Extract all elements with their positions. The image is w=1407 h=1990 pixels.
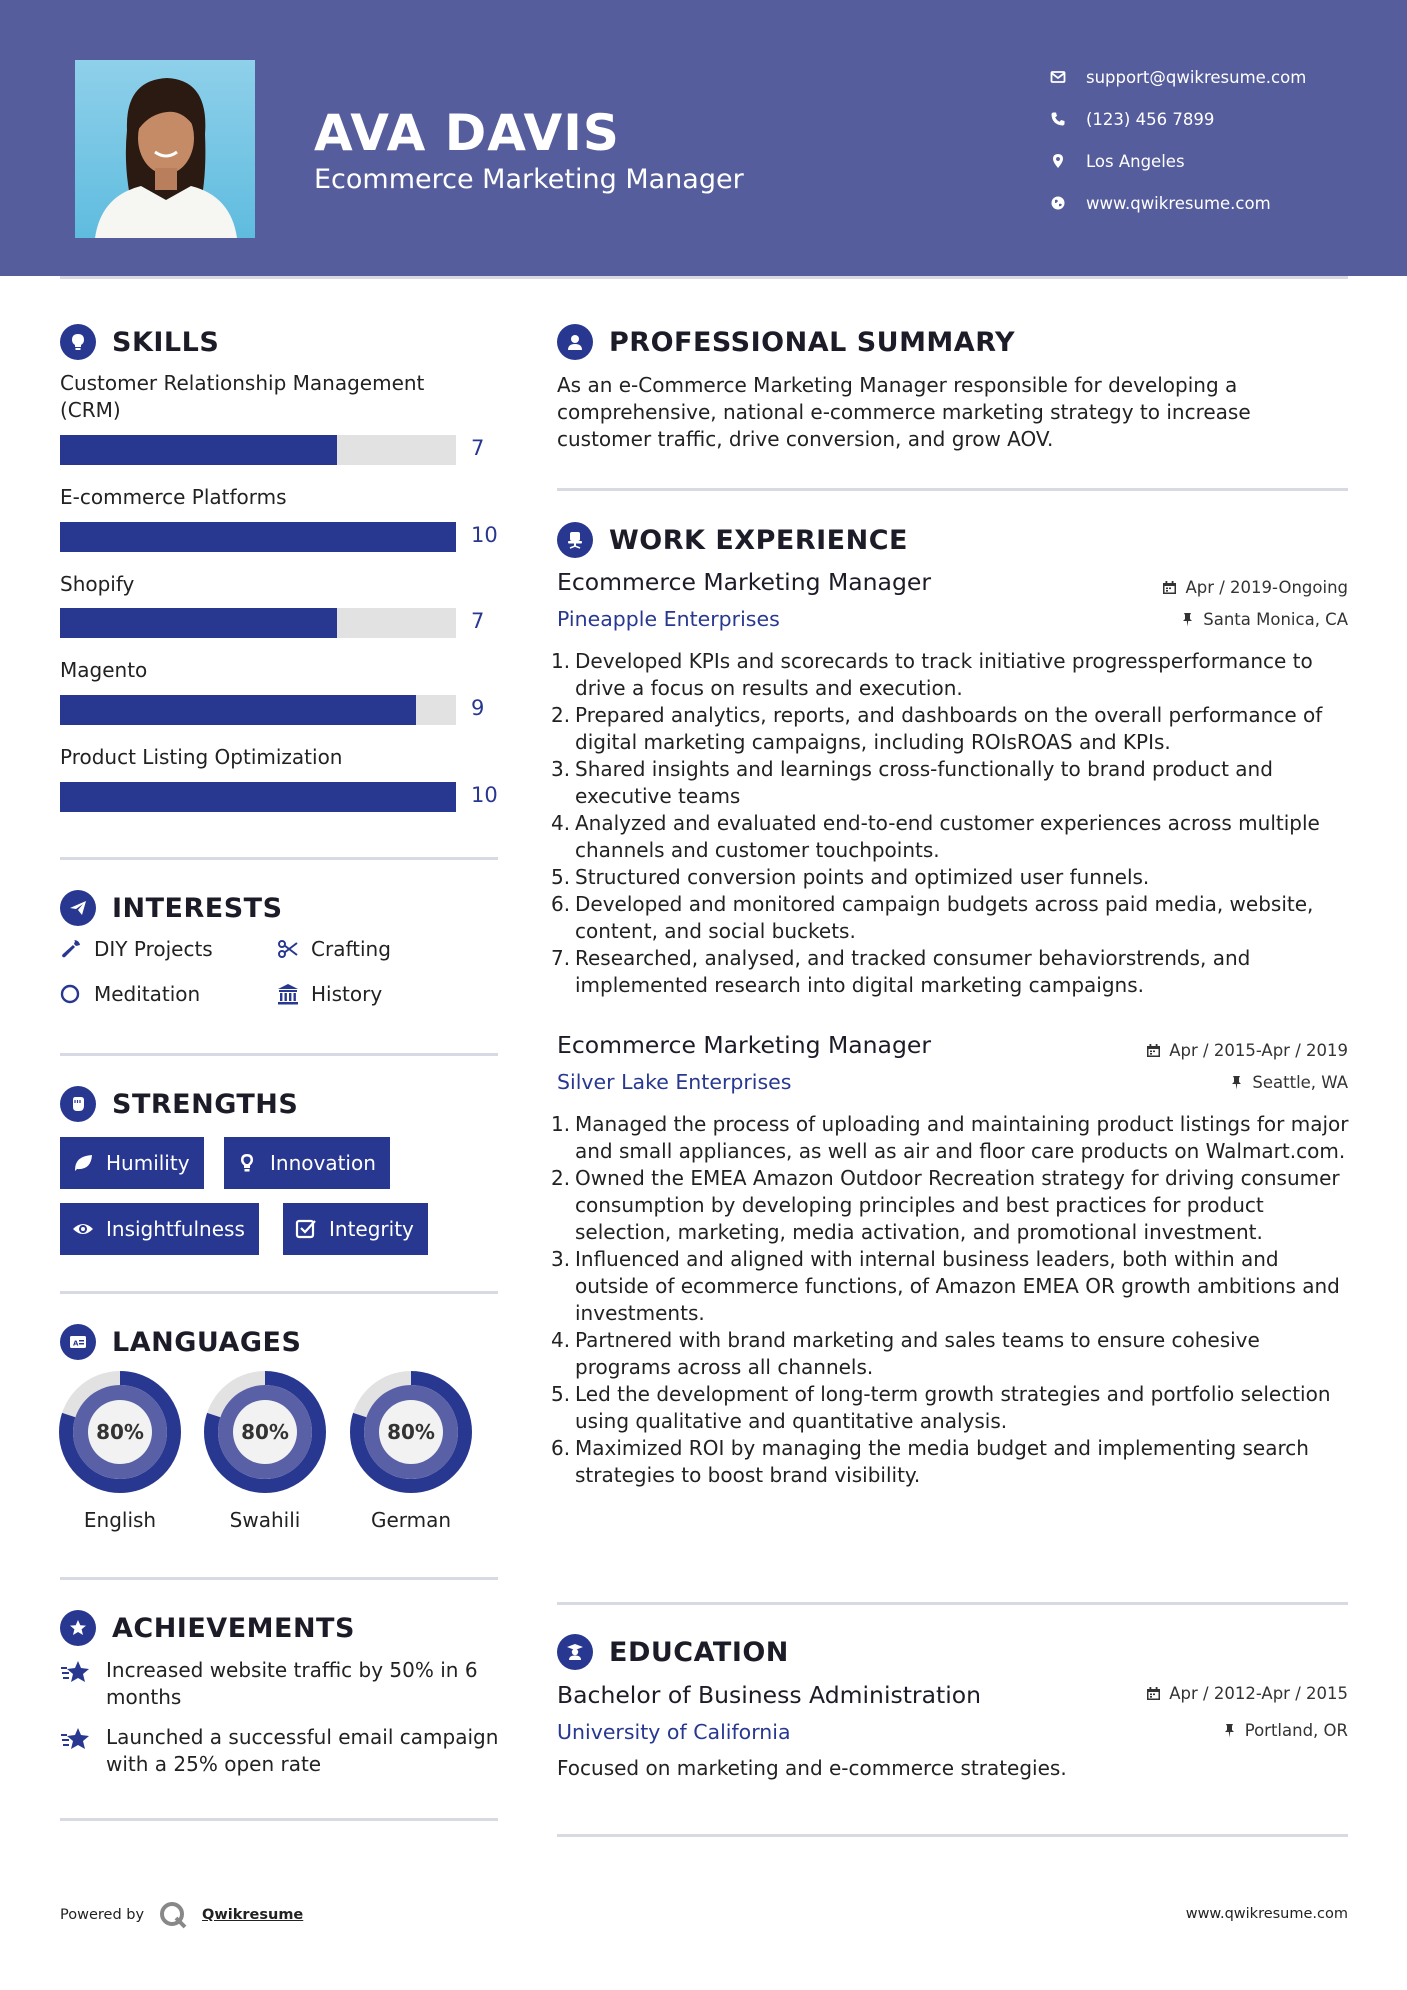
bullet-text: Developed KPIs and scorecards to track initiative progressperformance to drive a focus on results and execution. (575, 649, 1313, 700)
skill-label: Customer Relationship Management (CRM) (60, 371, 425, 422)
svg-text:A: A (73, 1339, 79, 1348)
calendar-icon (1162, 580, 1177, 595)
language-name: German (370, 1508, 452, 1532)
list-item: 1. Managed the process of uploading and maintaining product listings for major and small appliances, as well as air and floor care products on Walmart.com. (551, 1112, 1349, 1163)
calendar-icon (1146, 1043, 1161, 1058)
bullet-text: Shared insights and learnings cross-functionally to brand product and executive teams (575, 757, 1273, 808)
job-dates (1146, 1041, 1348, 1060)
bullet-text: Researched, analysed, and tracked consumer behaviorstrends, and implemented research into digital marketing campaigns. (575, 946, 1251, 997)
language-item (203, 1370, 327, 1532)
interests-heading (60, 890, 283, 926)
company-name: Silver Lake Enterprises (557, 1070, 792, 1094)
pin-icon (1222, 1723, 1237, 1738)
skills-heading (60, 324, 219, 360)
job-title: Ecommerce Marketing Manager (557, 568, 931, 596)
lightbulb-icon (60, 324, 96, 360)
skill-bar (60, 782, 456, 812)
bullet-text: Maximized ROI by managing the media budget and implementing search strategies to boost brand visibility. (575, 1436, 1309, 1487)
achievement-text: Increased website traffic by 50% in 6 months (106, 1658, 478, 1709)
education-heading (557, 1634, 789, 1670)
section-divider (60, 1818, 498, 1821)
footer-branding (60, 1900, 303, 1930)
list-item: 4. Analyzed and evaluated end-to-end customer experiences across multiple channels and customer touchpoints. (551, 811, 1320, 862)
skill-value: 7 (471, 609, 485, 633)
skill-label: Product Listing Optimization (60, 745, 343, 769)
star-icon (60, 1659, 92, 1687)
circle-icon (60, 983, 82, 1005)
strength-tag (224, 1137, 390, 1189)
phone-text: (123) 456 7899 (1086, 109, 1215, 129)
list-item: 5. Led the development of long-term growth strategies and portfolio selection using qualitative and quantitative analysis. (551, 1382, 1331, 1433)
job-bullets (551, 1111, 1351, 1489)
section-divider (60, 1291, 498, 1294)
strength-label: Insightfulness (106, 1217, 245, 1241)
skill-bar (60, 695, 456, 725)
language-name: Swahili (229, 1508, 301, 1532)
bullet-text: Partnered with brand marketing and sales teams to ensure cohesive programs across all channels. (575, 1328, 1260, 1379)
contact-location (1050, 140, 1306, 182)
office-chair-icon (557, 522, 593, 558)
bullet-text: Developed and monitored campaign budgets across paid media, website, content, and social buckets. (575, 892, 1314, 943)
scissors-icon (277, 938, 299, 960)
paper-plane-icon (60, 890, 96, 926)
list-item: 3. Influenced and aligned with internal business leaders, both within and outside of ecommerce functions, of Amazon EMEA OR growth ambitions and investments. (551, 1247, 1340, 1325)
language-percent: 80% (387, 1420, 435, 1444)
interest-item (60, 937, 213, 961)
section-divider (60, 857, 498, 860)
list-item: 5. Structured conversion points and optimized user funnels. (551, 865, 1150, 889)
contact-phone (1050, 98, 1306, 140)
education-location (1222, 1721, 1348, 1740)
skill-bar (60, 435, 456, 465)
email-text[interactable]: support@qwikresume.com (1086, 67, 1307, 87)
profile-photo (75, 60, 255, 238)
languages-title: LANGUAGES (112, 1326, 302, 1358)
skill-value: 7 (471, 436, 485, 460)
strengths-title: STRENGTHS (112, 1088, 299, 1120)
list-item: 7. Researched, analysed, and tracked consumer behaviorstrends, and implemented research into digital marketing campaigns. (551, 946, 1251, 997)
skill-label: Shopify (60, 572, 135, 596)
phone-icon (1050, 111, 1086, 127)
powered-by-text: Powered by (60, 1907, 145, 1923)
section-divider (557, 1602, 1348, 1605)
skills-title: SKILLS (112, 326, 220, 358)
map-pin-icon (1050, 153, 1086, 169)
envelope-icon (1050, 69, 1086, 85)
eye-icon (72, 1218, 94, 1240)
pin-icon (1180, 612, 1195, 627)
job-bullets (551, 648, 1351, 999)
bank-icon (277, 983, 299, 1005)
achievement-item (60, 1724, 500, 1778)
job-dates-text: Apr / 2019-Ongoing (1185, 578, 1348, 597)
fist-icon (60, 1086, 96, 1122)
strengths-heading (60, 1086, 298, 1122)
summary-heading (557, 324, 1015, 360)
skill-label: Magento (60, 658, 148, 682)
bullet-text: Owned the EMEA Amazon Outdoor Recreation strategy for driving consumer consumption by developing principles and best practices for product selection, marketing, media activation, and promotional investment. (575, 1166, 1340, 1244)
degree-title: Bachelor of Business Administration (557, 1681, 982, 1709)
bullet-text: Influenced and aligned with internal business leaders, both within and outside of ecommerce functions, of Amazon EMEA OR growth ambitions and investments. (575, 1247, 1340, 1325)
job-location-text: Seattle, WA (1252, 1073, 1348, 1092)
language-percent: 80% (96, 1420, 144, 1444)
skill-label: E-commerce Platforms (60, 485, 287, 509)
calendar-icon (1146, 1686, 1161, 1701)
interest-item (60, 982, 200, 1006)
strength-tag (60, 1203, 259, 1255)
candidate-name: AVA DAVIS (314, 104, 620, 162)
contact-website (1050, 182, 1306, 224)
brand-link[interactable]: Qwikresume (202, 1907, 304, 1923)
interest-item (277, 982, 382, 1006)
strength-tag (60, 1137, 204, 1189)
job-dates-text: Apr / 2015-Apr / 2019 (1169, 1041, 1348, 1060)
contact-email (1050, 56, 1306, 98)
summary-text: As an e-Commerce Marketing Manager responsible for developing a comprehensive, national e-commerce marketing strategy to increase customer traffic, drive conversion, and grow AOV. (557, 373, 1251, 451)
check-square-icon (295, 1218, 317, 1240)
strength-label: Innovation (270, 1151, 376, 1175)
education-title: EDUCATION (609, 1636, 789, 1668)
strength-label: Humility (106, 1151, 190, 1175)
contact-list (1050, 56, 1306, 224)
skill-bar (60, 522, 456, 552)
skill-bar-fill (60, 608, 337, 638)
achievement-text: Launched a successful email campaign with a 25% open rate (106, 1725, 499, 1776)
skill-bar-fill (60, 522, 456, 552)
job-location-text: Santa Monica, CA (1203, 610, 1348, 629)
section-divider (557, 488, 1348, 491)
skill-value: 10 (471, 523, 498, 547)
section-divider (557, 1834, 1348, 1837)
pin-icon (1229, 1075, 1244, 1090)
company-name: Pineapple Enterprises (557, 607, 780, 631)
skill-bar-fill (60, 782, 456, 812)
list-item: 3. Shared insights and learnings cross-functionally to brand product and executive teams (551, 757, 1273, 808)
interest-label: Crafting (311, 937, 391, 961)
list-item: 6. Maximized ROI by managing the media budget and implementing search strategies to boost brand visibility. (551, 1436, 1309, 1487)
lightbulb-icon (236, 1152, 258, 1174)
user-icon (557, 324, 593, 360)
interest-item (277, 937, 391, 961)
achievement-item (60, 1657, 500, 1711)
graduate-icon (557, 1634, 593, 1670)
wrench-icon (60, 938, 82, 960)
qwikresume-logo-icon (158, 1900, 188, 1930)
list-item: 2. Owned the EMEA Amazon Outdoor Recreation strategy for driving consumer consumption by developing principles and best practices for product selection, marketing, media activation, and promotional investment. (551, 1166, 1340, 1244)
education-dates-text: Apr / 2012-Apr / 2015 (1169, 1684, 1348, 1703)
resume-header (0, 0, 1407, 276)
skill-bar (60, 608, 456, 638)
language-icon (60, 1324, 96, 1360)
candidate-title: Ecommerce Marketing Manager (314, 164, 744, 195)
bullet-text: Structured conversion points and optimized user funnels. (575, 865, 1150, 889)
language-ring (58, 1370, 182, 1494)
job-dates (1162, 578, 1348, 597)
bullet-text: Analyzed and evaluated end-to-end customer experiences across multiple channels and customer touchpoints. (575, 811, 1320, 862)
experience-title: WORK EXPERIENCE (609, 524, 908, 556)
leaf-icon (72, 1152, 94, 1174)
globe-icon (1050, 195, 1086, 211)
experience-heading (557, 522, 908, 558)
education-dates (1146, 1684, 1348, 1703)
list-item: 1. Developed KPIs and scorecards to track initiative progressperformance to drive a focus on results and execution. (551, 649, 1313, 700)
section-divider (60, 1053, 498, 1056)
education-location-text: Portland, OR (1244, 1721, 1348, 1740)
interest-label: Meditation (94, 982, 201, 1006)
language-percent: 80% (241, 1420, 289, 1444)
achievements-heading (60, 1610, 355, 1646)
language-item (58, 1370, 182, 1532)
language-ring (349, 1370, 473, 1494)
languages-heading (60, 1324, 301, 1360)
list-item: 4. Partnered with brand marketing and sales teams to ensure cohesive programs across all channels. (551, 1328, 1260, 1379)
interest-label: DIY Projects (94, 937, 213, 961)
star-badge-icon (60, 1610, 96, 1646)
bullet-text: Prepared analytics, reports, and dashboards on the overall performance of digital marketing campaigns, including ROIsROAS and KPIs. (575, 703, 1323, 754)
bullet-text: Managed the process of uploading and maintaining product listings for major and small appliances, as well as air and floor care products on Walmart.com. (575, 1112, 1349, 1163)
website-text[interactable]: www.qwikresume.com (1086, 193, 1271, 213)
skill-value: 9 (471, 696, 485, 720)
language-ring (203, 1370, 327, 1494)
list-item: 6. Developed and monitored campaign budgets across paid media, website, content, and social buckets. (551, 892, 1314, 943)
job-title: Ecommerce Marketing Manager (557, 1031, 931, 1059)
interests-title: INTERESTS (112, 892, 283, 924)
list-item: 2. Prepared analytics, reports, and dashboards on the overall performance of digital marketing campaigns, including ROIsROAS and KPIs. (551, 703, 1323, 754)
skill-value: 10 (471, 783, 498, 807)
strength-label: Integrity (329, 1217, 414, 1241)
language-name: English (83, 1508, 157, 1532)
interest-label: History (311, 982, 383, 1006)
job-location (1229, 1073, 1348, 1092)
summary-title: PROFESSIONAL SUMMARY (609, 326, 1016, 358)
skill-bar-fill (60, 695, 416, 725)
bullet-text: Led the development of long-term growth strategies and portfolio selection using qualitative and quantitative analysis. (575, 1382, 1331, 1433)
job-location (1180, 610, 1348, 629)
section-divider (60, 1577, 498, 1580)
strength-tag (283, 1203, 428, 1255)
education-description: Focused on marketing and e-commerce strategies. (557, 1756, 1067, 1780)
achievements-title: ACHIEVEMENTS (112, 1612, 355, 1644)
header-divider (60, 276, 1348, 279)
language-item (349, 1370, 473, 1532)
star-icon (60, 1726, 92, 1754)
skill-bar-fill (60, 435, 337, 465)
school-name: University of California (557, 1720, 791, 1744)
location-text: Los Angeles (1086, 151, 1185, 171)
footer-website[interactable]: www.qwikresume.com (1185, 1906, 1348, 1922)
